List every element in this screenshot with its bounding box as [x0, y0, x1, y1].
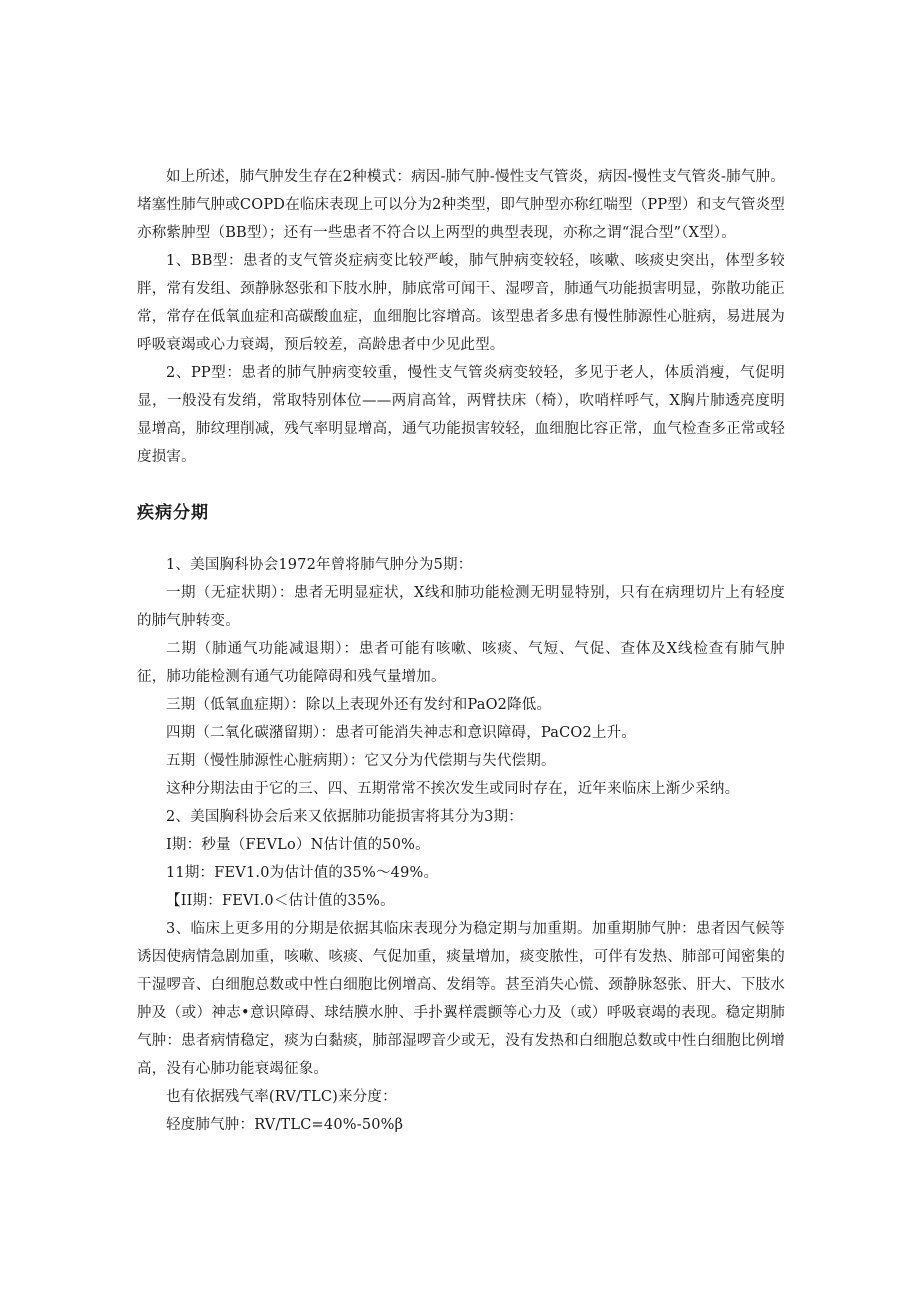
document-page: [137, 163, 785, 1139]
intro-paragraph-1: 如上所述，肺气肿发生存在2种模式：病因-肺气肿-慢性支气管炎，病因-慢性支气管炎-肺气肿。堵塞性肺气肿或COPD在临床表现上可以分为2种类型，即气肿型亦称红喘型（PP型）和支气管炎型亦称紫肿型（BB型）；还有一些患者不符合以上两型的典型表现，亦称之谓“混合型”（X型）。: [137, 169, 785, 241]
staging-stage-2: 二期（肺通气功能减退期）：患者可能有咳嗽、咳痰、气短、气促、查体及X线检查有肺气肿征，肺功能检测有通气功能障碍和残气量增加。: [137, 641, 785, 685]
staging-note: 这种分期法由于它的三、四、五期常常不挨次发生或同时存在，近年来临床上渐少采纳。: [166, 781, 740, 797]
intro-paragraph-pp-type: 2、PP型：患者的肺气肿病变较重，慢性支气管炎病变较轻，多见于老人，体质消瘦，气促明显，一般没有发绡，常取特别体位——两肩高耸，两臂扶床（椅），吹哨样呼气，X胸片肺透亮度明显增高，肺纹理削减，残气率明显增高，通气功能损害较轻，血细胞比容正常，血气检查多正常或轻度损害。: [137, 365, 785, 465]
staging-stage-3: 三期（低氧血症期）：除以上表现外还有发纣和PaO2降低。: [166, 697, 552, 713]
staging-phase-ii: 11期：FEV1.0为估计值的35%〜49%。: [166, 865, 439, 881]
staging-stage-1: 一期（无症状期）：患者无明显症状，X线和肺功能检测无明显特别，只有在病理切片上有轻度的肺气肿转变。: [137, 585, 785, 629]
staging-mild-emphysema: 轻度肺气肿：RV/TLC=40%-50%β: [166, 1117, 404, 1133]
staging-phase-i: I期：秒量（FEVLo）N估计值的50%。: [166, 837, 430, 853]
staging-rv-tlc-intro: 也有依据残气率(RV/TLC)来分度：: [166, 1089, 397, 1105]
intro-paragraph-bb-type: 1、BB型：患者的支气管炎症病变比较严峻，肺气肿病变较轻，咳嗽、咳痰史突出，体型多较胖，常有发组、颈静脉怒张和下肢水肿，肺底常可闻干、湿啰音，肺通气功能损害明显，弥散功能正常，常存在低氧血症和高碳酸血症，血细胞比容增高。该型患者多患有慢性肺源性心脏病，易进展为呼吸衰竭或心力衰竭，预后较差，高龄患者中少见此型。: [137, 253, 785, 353]
staging-clinical: 3、临床上更多用的分期是依据其临床表现分为稳定期与加重期。加重期肺气肿：患者因气候等诱因使病情急剧加重，咳嗽、咳痰、气促加重，痰量增加，痰变脓性，可伴有发热、肺部可闻密集的干湿啰音、白细胞总数或中性白细胞比例增高、发绢等。甚至消失心慌、颈静脉怒张、肝大、下肢水肿及（或）神志•意识障碍、球结膜水肿、手扑翼样震颤等心力及（或）呼吸衰竭的表现。稳定期肺气肿：患者病情稳定，痰为白黏痰，肺部湿啰音少或无，没有发热和白细胞总数或中性白细胞比例增高，没有心肺功能衰竭征象。: [137, 921, 785, 1077]
staging-ats-1972: 1、美国胸科协会1972年曾将肺气肿分为5期：: [166, 557, 473, 573]
staging-phase-iii: 【II期：FEVI.0＜估计值的35%。: [166, 893, 395, 909]
section-heading-staging: 疾病分期: [137, 503, 209, 523]
staging-stage-5: 五期（慢性肺源性心脏病期）：它又分为代偿期与失代偿期。: [166, 753, 556, 769]
staging-stage-4: 四期（二氧化碳潴留期）：患者可能消失神志和意识障碍，PaCO2上升。: [166, 725, 637, 741]
staging-ats-lung-function: 2、美国胸科协会后来又依据肺功能损害将其分为3期：: [166, 809, 523, 825]
